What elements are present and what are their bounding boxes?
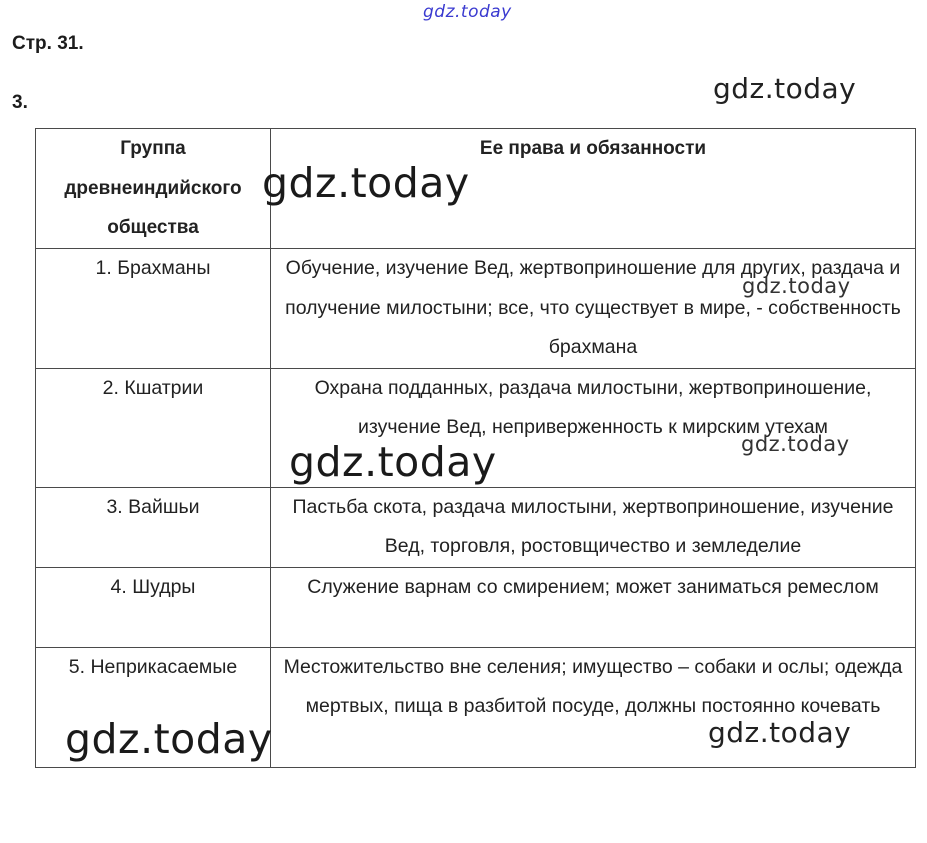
task-number: 3. xyxy=(12,92,28,113)
row-rights-cell: Охрана подданных, раздача милостыни, жертвоприношение, изучение Вед, неприверженность к мирским утехам xyxy=(271,368,916,487)
row-group-cell: 2. Кшатрии xyxy=(36,368,271,487)
watermark: gdz.today xyxy=(65,715,273,763)
table-row xyxy=(36,249,916,369)
row-group-cell: 5. Неприкасаемые xyxy=(36,647,271,767)
header-group: Группа древнеиндийского общества xyxy=(36,129,271,249)
table-header-row xyxy=(36,129,916,249)
watermark: gdz.today xyxy=(741,432,850,456)
watermark: gdz.today xyxy=(742,274,851,298)
row-group-cell: 3. Вайшьи xyxy=(36,487,271,567)
row-group-cell: 1. Брахманы xyxy=(36,249,271,369)
header-rights: Ее права и обязанности xyxy=(271,129,916,249)
watermark: gdz.today xyxy=(423,2,512,22)
table-row xyxy=(36,567,916,647)
page-label: Стр. 31. xyxy=(12,33,84,54)
row-rights-cell: Пастьба скота, раздача милостыни, жертвоприношение, изучение Вед, торговля, ростовщичество и земледелие xyxy=(271,487,916,567)
watermark: gdz.today xyxy=(262,159,470,207)
row-group-cell: 4. Шудры xyxy=(36,567,271,647)
table-row xyxy=(36,487,916,567)
row-rights-cell: Местожительство вне селения; имущество – собаки и ослы; одежда мертвых, пища в разбитой посуде, должны постоянно кочевать xyxy=(271,647,916,767)
watermark: gdz.today xyxy=(708,716,852,749)
watermark: gdz.today xyxy=(289,438,497,486)
row-rights-cell: Служение варнам со смирением; может заниматься ремеслом xyxy=(271,567,916,647)
watermark: gdz.today xyxy=(713,72,857,105)
row-rights-cell: Обучение, изучение Вед, жертвоприношение для других, раздача и получение милостыни; все, что существует в мире, - собственность брахмана xyxy=(271,249,916,369)
